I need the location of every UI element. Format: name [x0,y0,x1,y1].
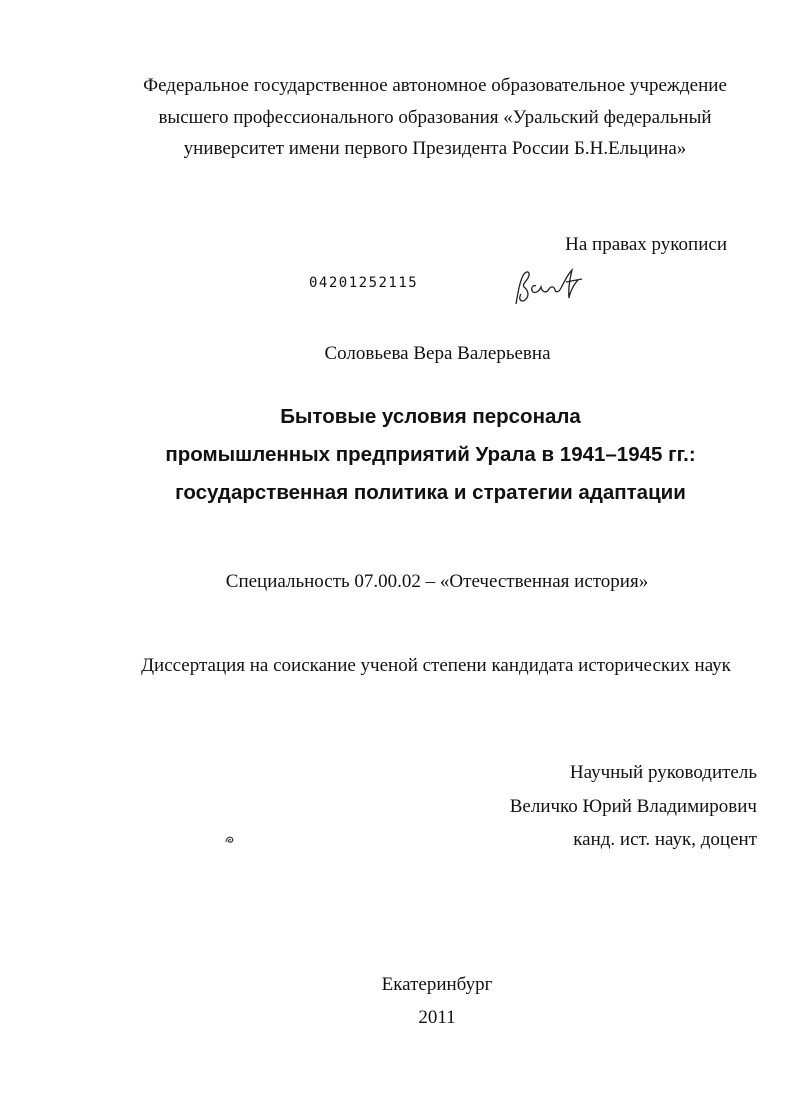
advisor-degree: канд. ист. наук, доцент [573,829,757,850]
author-name: Соловьева Вера Валерьевна [324,343,551,364]
signature-icon [508,262,598,312]
advisor-name: Величко Юрий Владимирович [509,796,757,817]
institution-block [0,70,793,165]
institution-line-2: высшего профессионального образования «Уральский федеральный [158,106,712,128]
title-line-3: государственная политика и стратегии адаптации [175,481,686,504]
advisor-role: Научный руководитель [569,762,757,783]
year: 2011 [418,1007,456,1028]
scan-mark-icon [224,834,236,846]
dissertation-type: Диссертация на соискание ученой степени кандидата исторических наук [141,655,731,676]
specialty: Специальность 07.00.02 – «Отечественная история» [225,571,649,592]
city: Екатеринбург [381,974,493,995]
manuscript-note: На правах рукописи [565,234,727,255]
institution-line-1: Федеральное государственное автономное образовательное учреждение [143,75,727,96]
title-line-2: промышленных предприятий Урала в 1941–1945 гг.: [165,443,696,466]
dissertation-title [0,398,793,512]
institution-line-3: университет имени первого Президента России Б.Н.Ельцина» [183,138,687,159]
registration-number: 04201252115 [309,275,419,291]
title-line-1: Бытовые условия персонала [280,405,581,428]
